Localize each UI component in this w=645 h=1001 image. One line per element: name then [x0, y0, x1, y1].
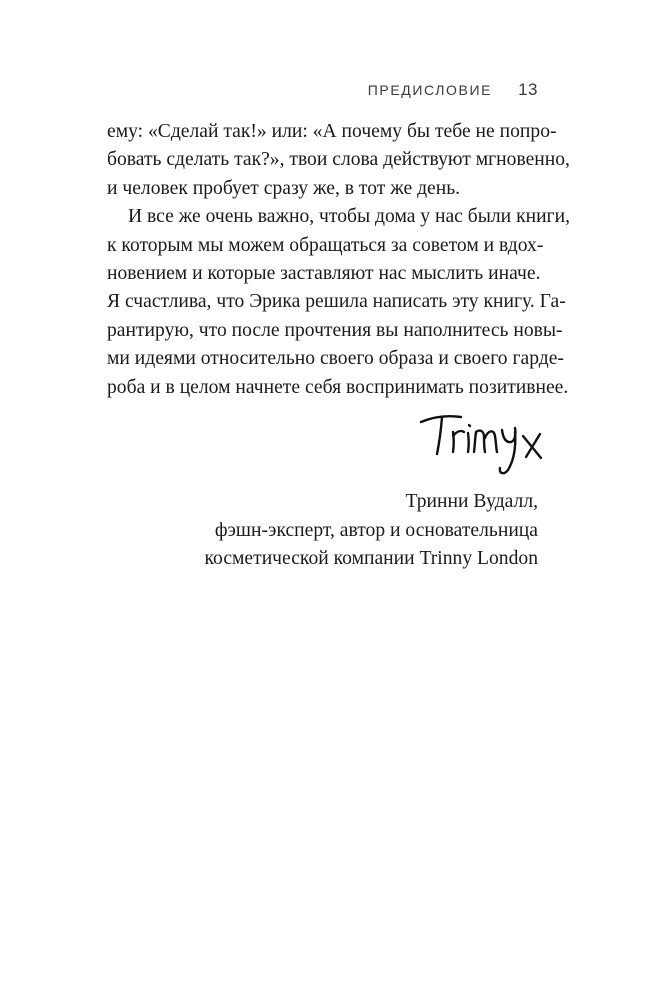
paragraph [107, 118, 570, 203]
text-line: новением и которые заставляют нас мыслить иначе. [107, 262, 541, 284]
author-role: фэшн-эксперт, автор и основательница [214, 519, 538, 541]
signoff [205, 488, 538, 574]
text-line: к которым мы можем обращаться за советом и вдох- [107, 234, 544, 256]
handwritten-signature [415, 402, 547, 480]
page-number: 13 [518, 80, 538, 99]
text-line: И все же очень важно, чтобы дома у нас были книги, [128, 206, 570, 228]
text-line: роба и в целом начнете себя воспринимать позитивнее. [107, 376, 569, 398]
author-name: Тринни Вудалл, [405, 491, 538, 512]
text-line: ему: «Сделай так!» или: «А почему бы тебе не попро- [107, 121, 557, 142]
text-line: и человек пробует сразу же, в тот же день. [107, 177, 461, 199]
paragraph [107, 203, 570, 402]
text-line: Я счастлива, что Эрика решила написать эту книгу. Га- [107, 291, 566, 313]
running-head [368, 80, 538, 100]
author-company: косметической компании Trinny London [204, 548, 538, 570]
text-line: бовать сделать так?», твои слова действуют мгновенно, [107, 149, 570, 171]
body-text [107, 118, 570, 402]
section-title: ПРЕДИСЛОВИЕ [367, 82, 493, 98]
text-line: ми идеями относительно своего образа и своего гарде- [107, 348, 564, 370]
text-line: рантирую, что после прочтения вы наполнитесь новы- [107, 319, 563, 341]
